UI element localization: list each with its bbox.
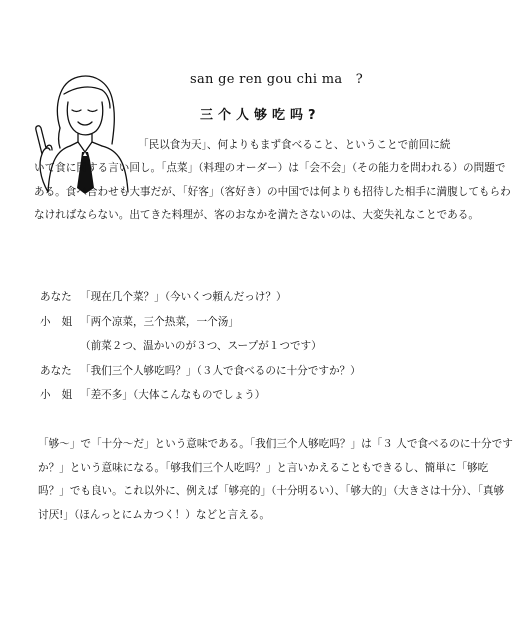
dialogue-speaker: あなた xyxy=(40,364,72,377)
pinyin-heading: san ge ren gou chi ma ? xyxy=(190,72,364,87)
intro-paragraph: いて食に関する言い回し。「点菜」（料理のオーダー）は「会不会」（その能力を問われる）の問題である。食べ合わせも大事だが、「好客」（客好き）の中国では何よりも招待した相手に満腹してもらわなければならない。出てきた料理が、客のおなかを満たさないのは、大変失礼なことである。 xyxy=(34,162,511,221)
dialogue-line xyxy=(40,285,510,310)
dialogue-text: 「差不多」（大体こんなものでしょう） xyxy=(80,389,266,401)
usage-paragraph: 「够～」で「十分～だ」という意味である。「我们三个人够吃吗？」は「３ 人で食べるのに十分ですか？」という意味になる。「够我们三个人吃吗？」と言いかえることもできるし、簡単に「够吃吗？」でも良い。これ以外に、例えば「够亮的」（十分明るい）、「够大的」（大きさは十分）、「真够讨厌!」（ほんっとにムカつく！）などと言える。 xyxy=(38,438,513,521)
page-title: 三个人够吃吗? xyxy=(200,108,321,123)
dialogue-text: 「两个凉菜，三个热菜，一个汤」 xyxy=(80,315,239,328)
dialogue-block xyxy=(40,285,510,408)
dialogue-text: 「现在几个菜？」（今いくつ頼んだっけ？） xyxy=(80,291,287,303)
intro-first-line: 「民以食为天」、何よりもまず食べること、ということで前回に続 xyxy=(138,139,451,151)
dialogue-line xyxy=(40,383,510,408)
dialogue-speaker: あなた xyxy=(40,291,72,303)
dialogue-translation-line xyxy=(40,334,510,359)
dialogue-speaker: 小姐 xyxy=(40,389,84,401)
dialogue-text: 「我们三个人够吃吗？」（３人で食べるのに十分ですか？） xyxy=(80,364,361,377)
dialogue-speaker: 小姐 xyxy=(40,315,84,328)
dialogue-line xyxy=(40,359,510,384)
dialogue-line xyxy=(40,310,510,335)
dialogue-text: （前菜２つ、温かいのが３つ、スープが１つです） xyxy=(80,340,322,352)
